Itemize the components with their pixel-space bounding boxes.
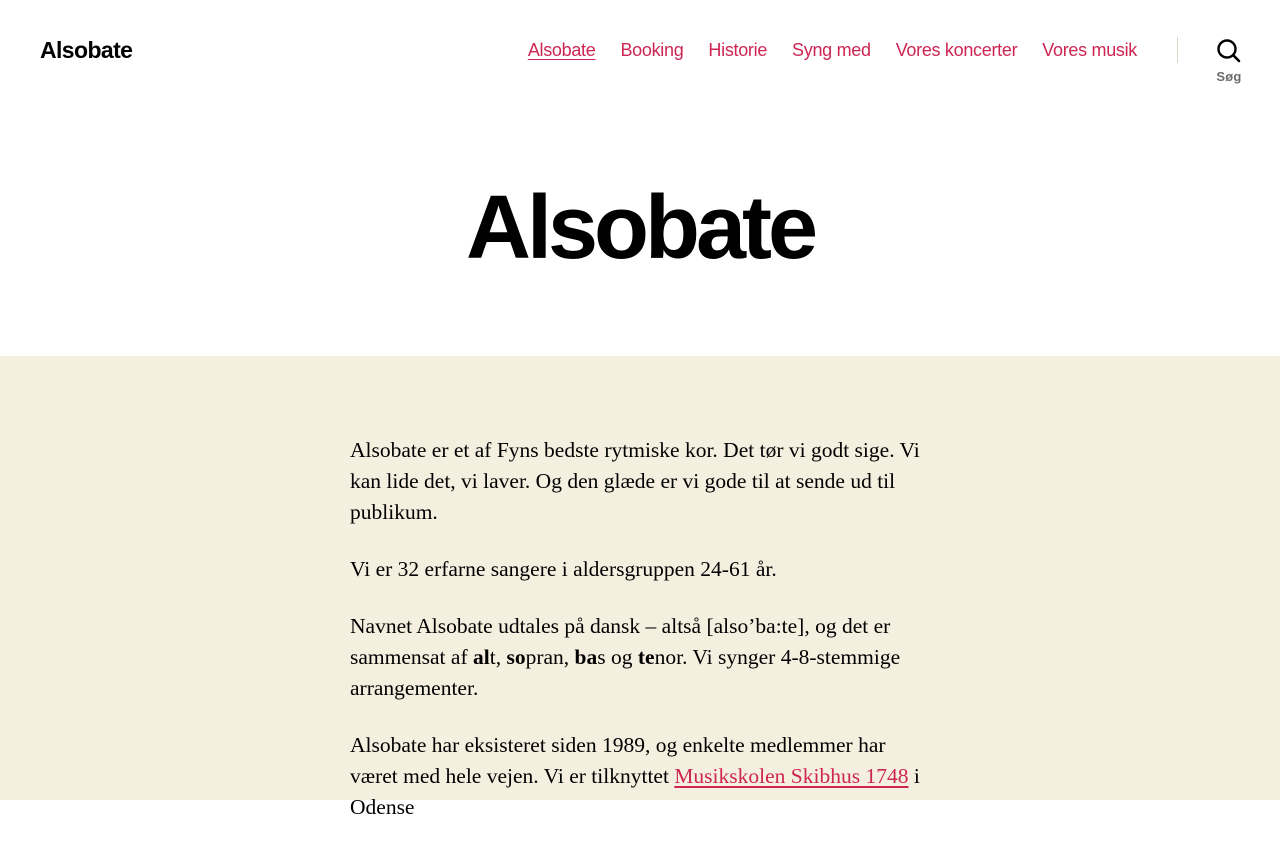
text-span: pran, <box>525 645 575 669</box>
text-span: nor. Vi synger 4-8-stemmige arrangementer. <box>350 645 901 700</box>
search-label: Søg <box>1216 69 1242 84</box>
bold-so: so <box>506 645 526 669</box>
paragraph-history <box>350 730 930 823</box>
text-span: s og <box>597 645 638 669</box>
text-span: Navnet Alsobate udtales på dansk – altså [also’ba:te], og det er sammensat af <box>350 614 891 669</box>
primary-nav <box>528 37 1137 63</box>
paragraph-name <box>350 611 930 704</box>
nav-item-historie[interactable]: Historie <box>708 40 768 60</box>
musikskolen-link[interactable]: Musikskolen Skibhus 1748 <box>674 764 909 788</box>
site-header <box>0 0 1280 100</box>
text-span: i Odense <box>350 764 920 819</box>
nav-item-booking[interactable]: Booking <box>620 40 684 60</box>
paragraph-members: Vi er 32 erfarne sangere i aldersgruppen 24-61 år. <box>350 557 777 581</box>
bold-te: te <box>637 645 655 669</box>
search-toggle-button[interactable] <box>1200 34 1258 88</box>
bold-al: al <box>473 645 490 669</box>
header-divider <box>1177 37 1178 63</box>
page-title: Alsobate <box>465 178 815 278</box>
page-content <box>0 356 1280 819</box>
paragraph-intro: Alsobate er et af Fyns bedste rytmiske kor. Det tør vi godt sige. Vi kan lide det, vi laver. Og den glæde er vi gode til at sende ud til publikum. <box>350 438 920 524</box>
nav-item-alsobate[interactable]: Alsobate <box>527 40 596 60</box>
entry-content <box>350 435 930 849</box>
page-hero <box>0 100 1280 356</box>
search-icon <box>1216 38 1242 64</box>
nav-item-vores-koncerter[interactable]: Vores koncerter <box>895 40 1018 60</box>
nav-item-syng-med[interactable]: Syng med <box>792 40 871 60</box>
bold-ba: ba <box>574 645 598 669</box>
text-span: Alsobate har eksisteret siden 1989, og enkelte medlemmer har været med hele vejen. Vi er tilknyttet <box>350 733 886 788</box>
site-title-link[interactable]: Alsobate <box>40 37 133 63</box>
text-span: t, <box>489 645 507 669</box>
nav-item-vores-musik[interactable]: Vores musik <box>1042 40 1137 60</box>
